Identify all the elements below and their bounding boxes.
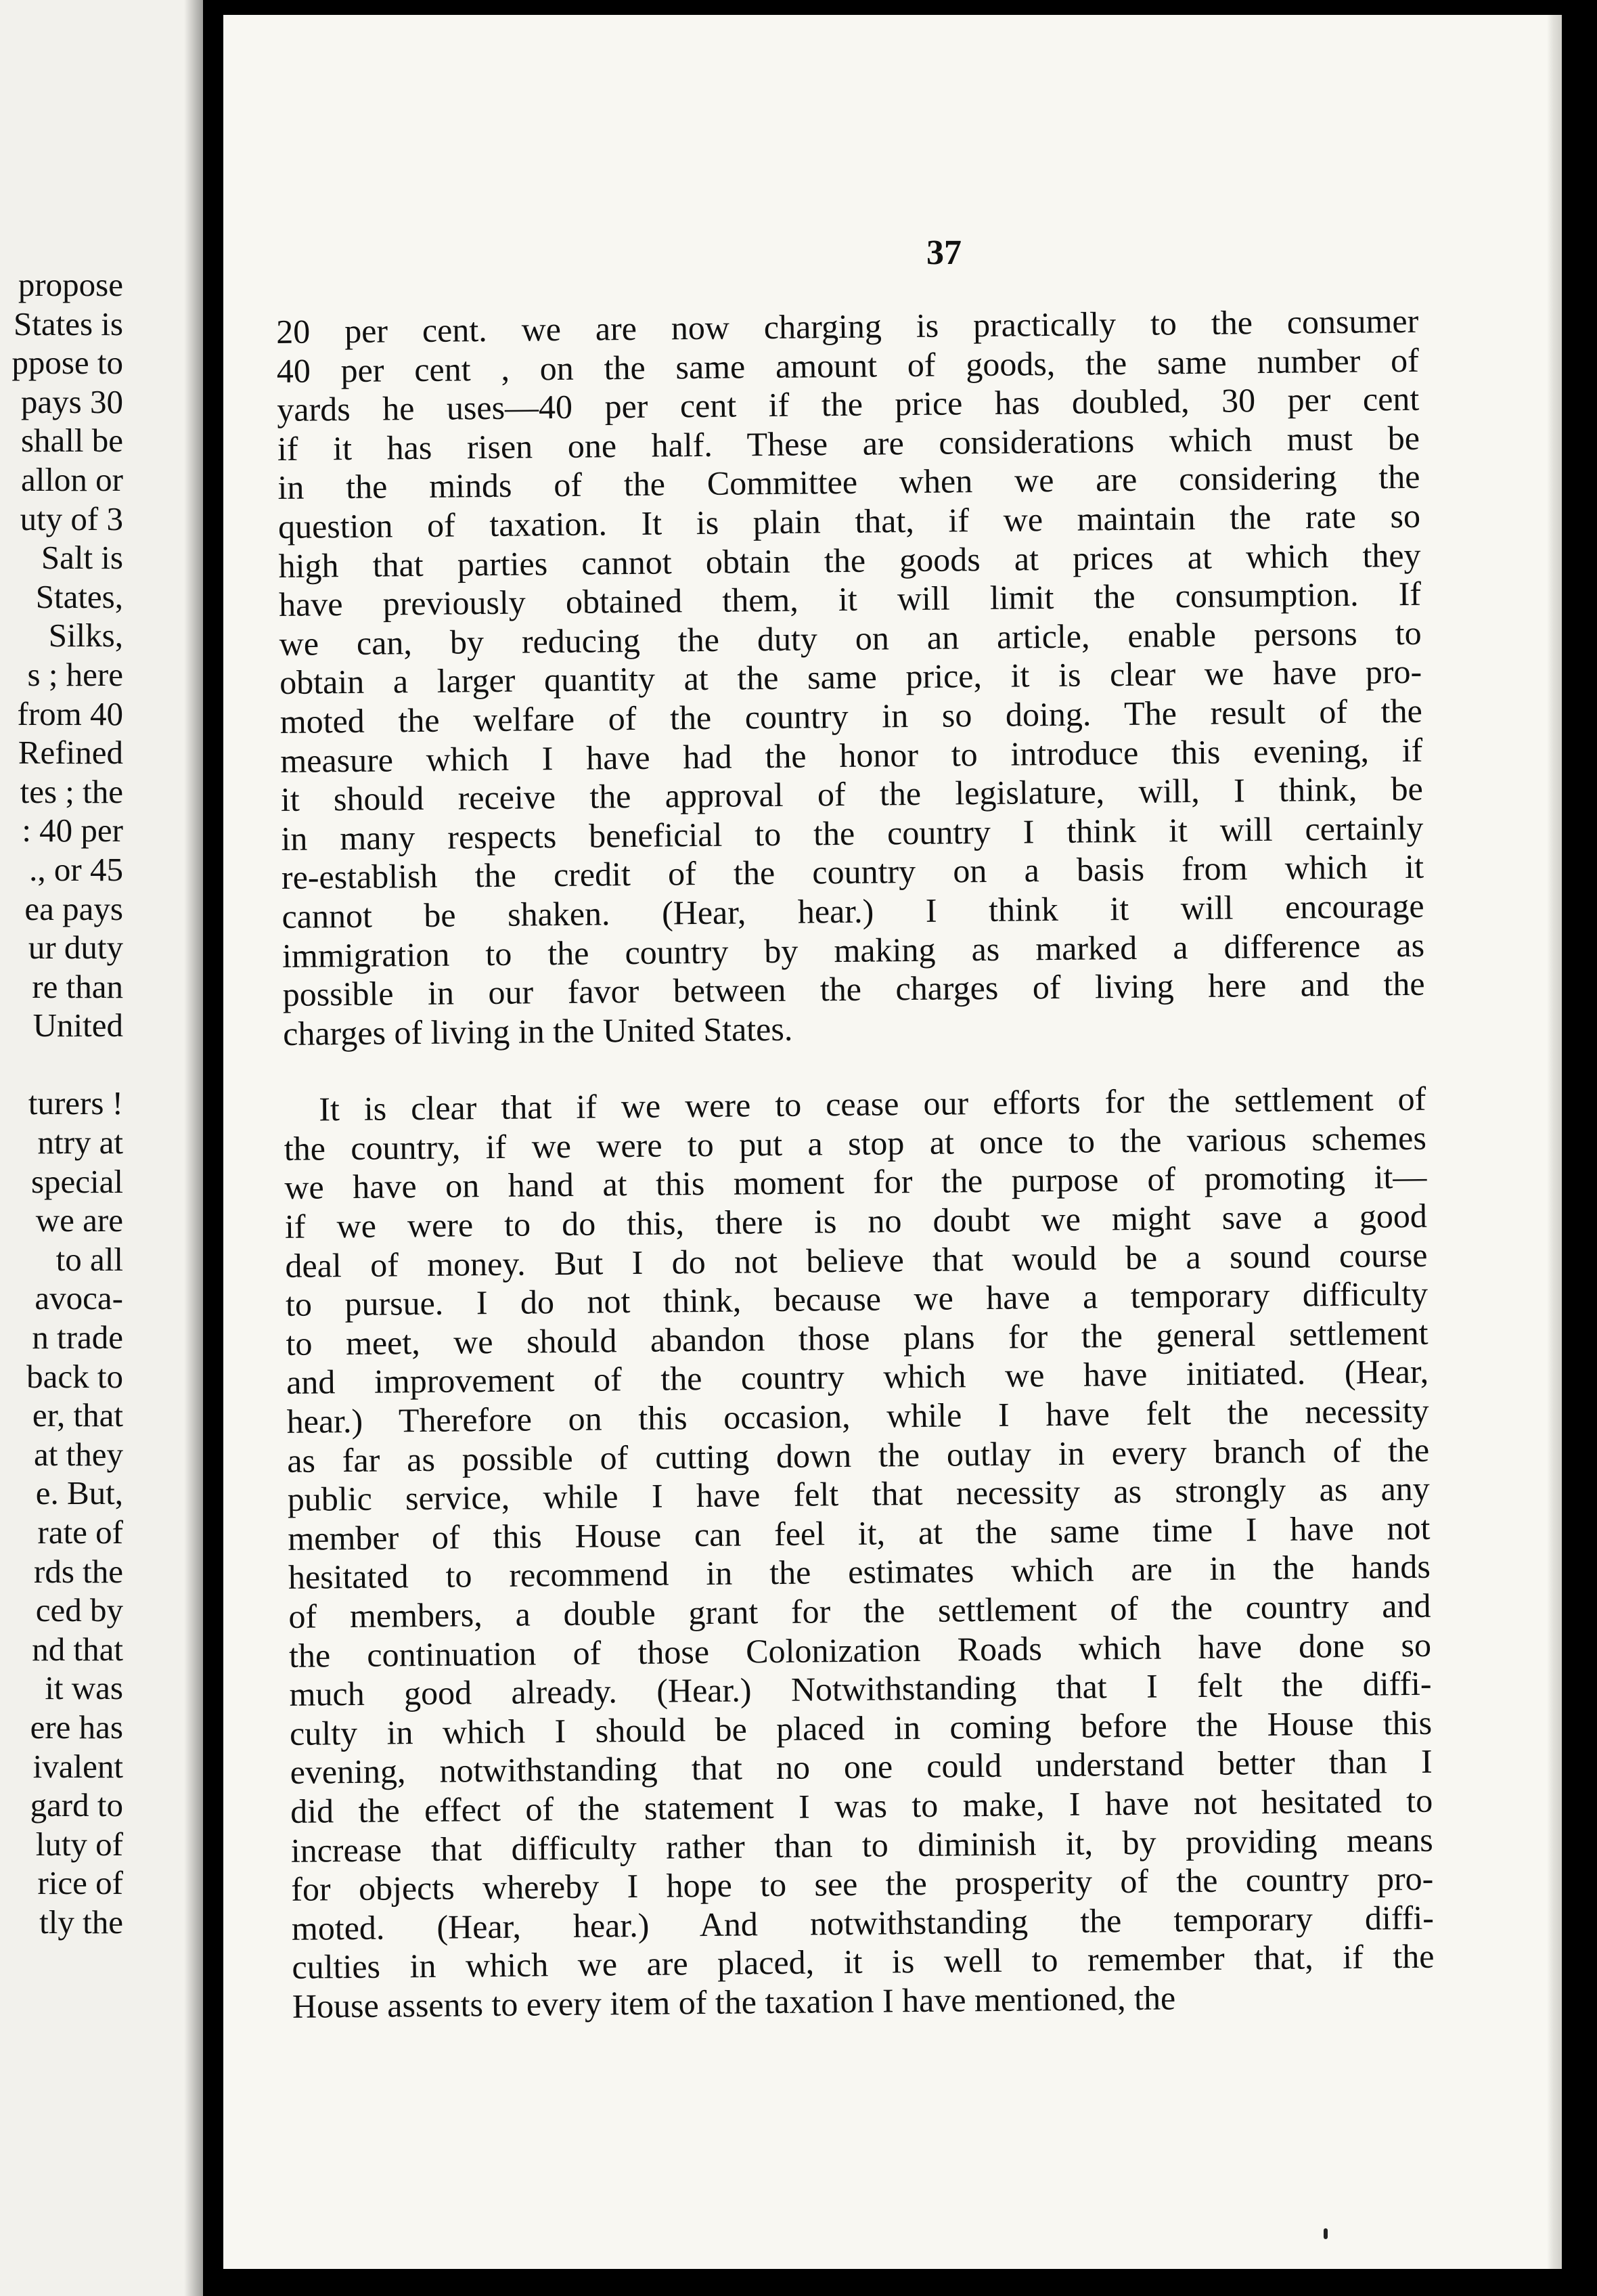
text-line: 20 per cent. we are now charging is practically to the consumer <box>276 301 1419 351</box>
text-line: and improvement of the country which we have initiated. (Hear, <box>286 1352 1429 1402</box>
text-line: as far as possible of cutting down the outlay in every branch of the <box>287 1430 1430 1480</box>
text-line: charges of living in the United States. <box>282 1009 793 1053</box>
body-text <box>276 302 1435 2027</box>
left-page-line: ere has <box>30 1708 123 1746</box>
left-page-line: to all <box>55 1240 123 1278</box>
left-page-line: it was <box>45 1669 123 1707</box>
left-page-line: re than <box>32 967 123 1005</box>
text-line: House assents to every item of the taxation I have mentioned, the <box>292 1979 1176 2025</box>
left-page-line: ., or 45 <box>29 850 123 888</box>
text-line: the continuation of those Colonization Roads which have done so <box>288 1625 1432 1675</box>
text-line: it should receive the approval of the legislature, will, I think, be <box>280 769 1424 819</box>
text-line: if we were to do this, there is no doubt we might save a good <box>284 1196 1428 1245</box>
left-page-line: allon or <box>20 460 123 498</box>
text-line: have previously obtained them, it will limit the consumption. If <box>278 574 1422 624</box>
left-page-line: rate of <box>37 1514 123 1551</box>
text-line: hear.) Therefore on this occasion, while I have felt the necessity <box>286 1391 1429 1440</box>
left-page-line: back to <box>26 1357 123 1395</box>
left-page-line: ur duty <box>28 929 123 967</box>
text-line: culties in which we are placed, it is well to remember that, if the <box>292 1937 1435 1987</box>
text-line: moted. (Hear, hear.) And notwithstanding the temporary diffi- <box>291 1898 1435 1947</box>
text-line: possible in our favor between the charges of living here and the <box>282 964 1425 1014</box>
text-line: evening, notwithstanding that no one could understand better than I <box>290 1742 1433 1792</box>
left-page-line: ced by <box>35 1591 123 1629</box>
left-page-line: pays 30 <box>20 382 123 420</box>
left-page-line: luty of <box>35 1825 123 1863</box>
left-page-line: er, that <box>32 1396 123 1434</box>
text-line: immigration to the country by making as marked a difference as <box>282 925 1425 975</box>
left-page-line: ea pays <box>24 889 123 927</box>
text-line: the country, if we were to put a stop at once to the various schemes <box>284 1118 1427 1168</box>
left-page-line: ivalent <box>32 1747 123 1785</box>
text-line: cannot be shaken. (Hear, hear.) I think it will encourage <box>282 886 1424 935</box>
left-page-line: uty of 3 <box>20 500 123 537</box>
left-page-line: propose <box>18 266 123 303</box>
left-page-line: n trade <box>32 1319 123 1356</box>
text-line: increase that difficulty rather than to diminish it, by providing means <box>290 1820 1433 1870</box>
left-page-line: Refined <box>18 734 123 772</box>
text-line: for objects whereby I hope to see the prosperity of the country pro- <box>291 1859 1434 1909</box>
left-page-line: gard to <box>30 1786 123 1824</box>
paragraph-1 <box>276 302 1425 1053</box>
left-page-line: shall be <box>20 422 123 460</box>
text-line: member of this House can feel it, at the same time I have not <box>288 1508 1431 1558</box>
text-line: did the effect of the statement I was to make, I have not hesitated to <box>290 1781 1433 1830</box>
ink-mark <box>1324 2228 1328 2239</box>
left-page-line: turers ! <box>28 1084 123 1122</box>
text-line: hesitated to recommend in the estimates which are in the hands <box>288 1547 1431 1597</box>
text-line: much good already. (Hear.) Notwithstanding that I felt the diffi- <box>289 1664 1432 1714</box>
left-page-line: tly the <box>39 1903 123 1941</box>
left-page-line: from 40 <box>17 694 123 732</box>
left-page-line: we are <box>35 1201 123 1239</box>
text-line: moted the welfare of the country in so doing. The result of the <box>279 691 1422 741</box>
left-page-line: rds the <box>34 1552 123 1590</box>
left-page-line: States, <box>35 577 123 615</box>
text-line: to pursue. I do not think, because we have a temporary difficulty <box>285 1274 1429 1324</box>
left-page-line: Silks, <box>48 617 123 655</box>
left-page-line: e. But, <box>35 1474 123 1512</box>
left-facing-page <box>0 0 203 2296</box>
left-page-line: tes ; the <box>20 772 123 810</box>
text-line: in the minds of the Committee when we are considering the <box>277 458 1420 507</box>
left-page-line: States is <box>14 305 123 343</box>
left-page-line: United <box>32 1007 123 1044</box>
left-page-line: avoca- <box>35 1279 123 1317</box>
text-line: question of taxation. It is plain that, if we maintain the rate so <box>277 496 1421 546</box>
left-page-line <box>0 1045 123 1084</box>
text-line: we have on hand at this moment for the purpose of promoting it— <box>284 1157 1427 1207</box>
text-line: measure which I have had the honor to introduce this evening, if <box>280 730 1423 780</box>
text-line: in many respects beneficial to the country I think it will certainly <box>281 808 1424 858</box>
text-line: public service, while I have felt that necessity as strongly as any <box>287 1469 1431 1519</box>
text-line: if it has risen one half. These are considerations which must be <box>277 418 1420 468</box>
text-line: re-establish the credit of the country on a basis from which it <box>281 847 1424 897</box>
page-number: 37 <box>926 234 962 272</box>
left-page-line: Salt is <box>41 539 123 577</box>
left-page-line: ppose to <box>12 344 123 382</box>
left-page-line: rice of <box>37 1864 123 1902</box>
left-page-line: s ; here <box>27 655 123 693</box>
text-line: It is clear that if we were to cease our efforts for the settlement of <box>319 1080 1426 1128</box>
left-page-line: ntry at <box>37 1124 123 1162</box>
gutter-shadow <box>184 0 203 2296</box>
left-page-line: special <box>30 1162 123 1200</box>
right-page <box>223 15 1562 2269</box>
text-line: culty in which I should be placed in coming before the House this <box>289 1703 1433 1752</box>
page-edge <box>1547 15 1562 2269</box>
left-page-line: nd that <box>32 1630 123 1668</box>
paragraph-2 <box>284 1080 1435 2026</box>
text-line: to meet, we should abandon those plans for the general settlement <box>286 1313 1429 1363</box>
text-line: obtain a larger quantity at the same price, it is clear we have pro- <box>279 653 1422 702</box>
text-line: we can, by reducing the duty on an article, enable persons to <box>279 613 1422 663</box>
left-page-line: at they <box>34 1435 123 1473</box>
left-page-text <box>0 265 123 1942</box>
left-page-line: : 40 per <box>22 812 123 849</box>
text-line: yards he uses—40 per cent if the price has doubled, 30 per cent <box>277 379 1420 429</box>
text-line: of members, a double grant for the settlement of the country and <box>288 1586 1431 1635</box>
text-line: deal of money. But I do not believe that would be a sound course <box>285 1235 1428 1285</box>
text-line: 40 per cent , on the same amount of goods, the same number of <box>276 340 1420 390</box>
text-line: high that parties cannot obtain the goods at prices at which they <box>278 535 1421 585</box>
